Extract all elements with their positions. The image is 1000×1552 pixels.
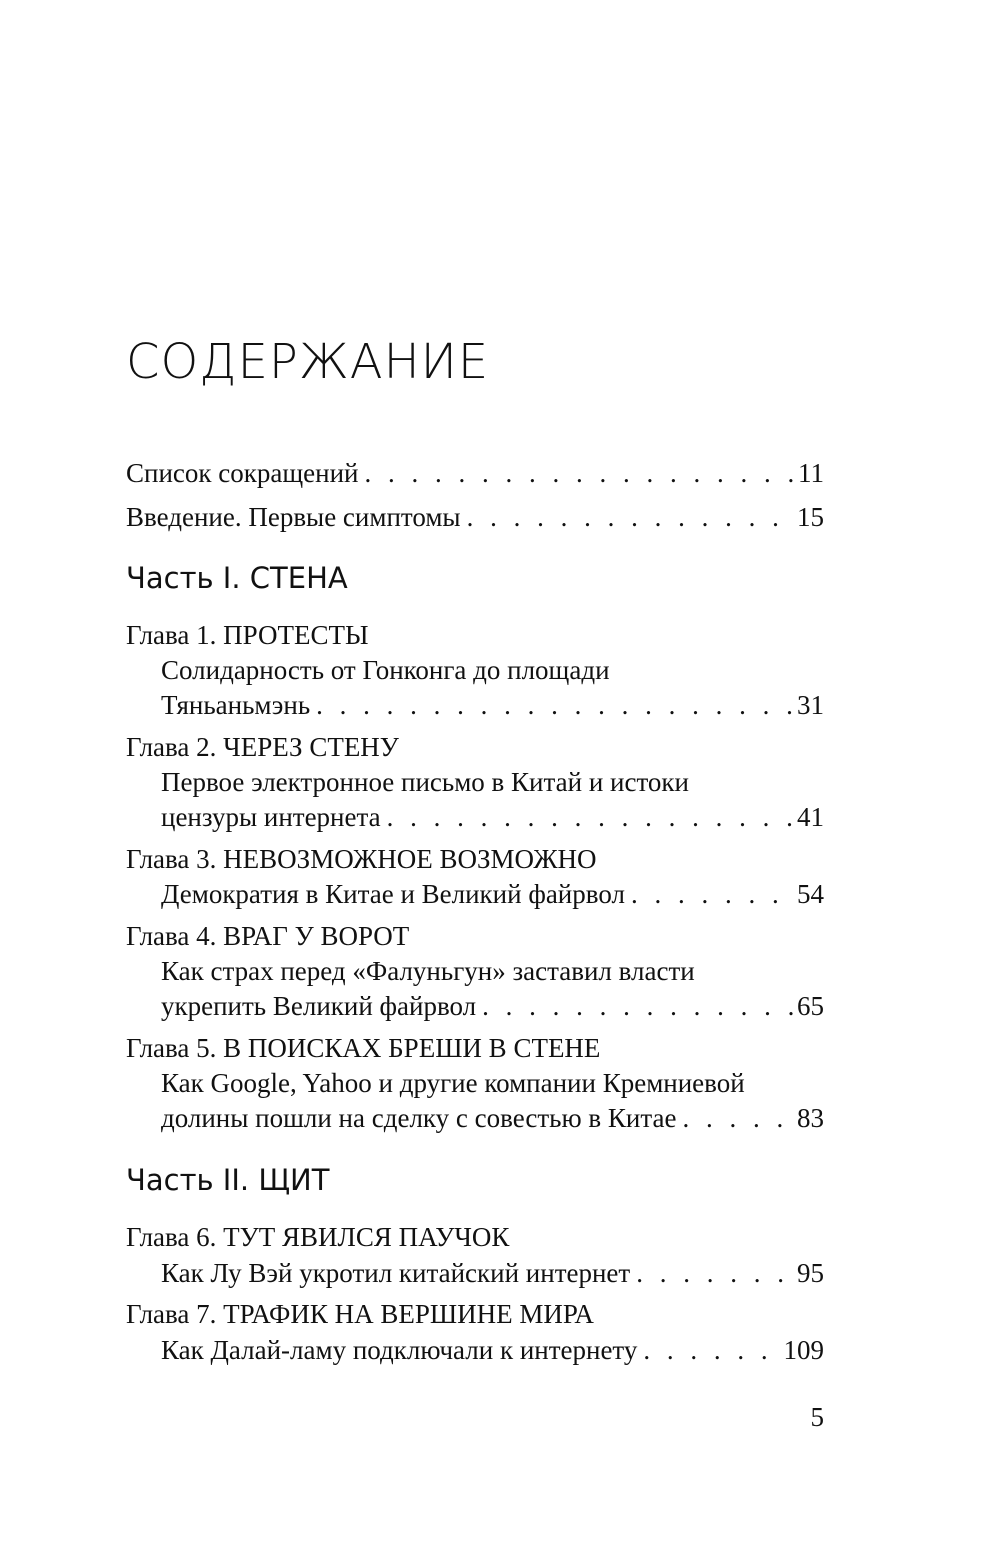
toc-entry-introduction[interactable] — [126, 504, 824, 531]
chapter-title-3[interactable]: Глава 3. НЕВОЗМОЖНОЕ ВОЗМОЖНО — [126, 844, 597, 874]
dot-leader — [387, 804, 793, 831]
page-number: 65 — [797, 991, 824, 1021]
toc-entry-chapter-3[interactable] — [161, 881, 824, 908]
page-number: 11 — [798, 458, 824, 488]
chapter-subtitle-line: Тяньаньмэнь — [161, 690, 311, 720]
page-number: 109 — [783, 1335, 824, 1365]
chapter-subtitle-line: Как Google, Yahoo и другие компании Кремниевой — [161, 1068, 745, 1098]
toc-entry-chapter-7[interactable] — [161, 1337, 824, 1364]
toc-entry-chapter-5[interactable] — [161, 1105, 824, 1132]
page-title: СОДЕРЖАНИЕ — [126, 334, 490, 390]
dot-leader — [482, 993, 793, 1020]
chapter-subtitle-line: Демократия в Китае и Великий файрвол — [161, 879, 625, 909]
toc-entry-abbreviations[interactable] — [126, 460, 824, 487]
chapter-subtitle-line: укрепить Великий файрвол — [161, 991, 477, 1021]
chapter-subtitle-line: Первое электронное письмо в Китай и истоки — [161, 767, 689, 797]
dot-leader — [682, 1105, 793, 1132]
chapter-title-6[interactable]: Глава 6. ТУТ ЯВИЛСЯ ПАУЧОК — [126, 1222, 510, 1252]
chapter-subtitle-line: Солидарность от Гонконга до площади — [161, 655, 610, 685]
toc-entry-chapter-6[interactable] — [161, 1260, 824, 1287]
dot-leader — [316, 692, 793, 719]
chapter-title-1[interactable]: Глава 1. ПРОТЕСТЫ — [126, 620, 369, 650]
page-number: 54 — [797, 879, 824, 909]
dot-leader — [643, 1337, 779, 1364]
dot-leader — [636, 1260, 793, 1287]
chapter-subtitle-line: цензуры интернета — [161, 802, 381, 832]
chapter-subtitle-line: Как Далай-ламу подключали к интернету — [161, 1335, 638, 1365]
toc-entry-chapter-2[interactable] — [161, 804, 824, 831]
page-number: 41 — [797, 802, 824, 832]
chapter-subtitle-line: Как страх перед «Фалуньгун» заставил власти — [161, 956, 695, 986]
dot-leader — [631, 881, 793, 908]
toc-entry-label: Список сокращений — [126, 458, 359, 488]
page-number: 83 — [797, 1103, 824, 1133]
dot-leader — [364, 460, 794, 487]
chapter-title-5[interactable]: Глава 5. В ПОИСКАХ БРЕШИ В СТЕНЕ — [126, 1033, 601, 1063]
chapter-subtitle-line: долины пошли на сделку с совестью в Китае — [161, 1103, 677, 1133]
page-number: 31 — [797, 690, 824, 720]
part-heading-1: Часть I. СТЕНА — [126, 561, 348, 595]
toc-entry-chapter-4[interactable] — [161, 993, 824, 1020]
chapter-title-7[interactable]: Глава 7. ТРАФИК НА ВЕРШИНЕ МИРА — [126, 1299, 594, 1329]
page-number: 95 — [797, 1258, 824, 1288]
part-heading-2: Часть II. ЩИТ — [126, 1163, 330, 1197]
toc-entry-label: Введение. Первые симптомы — [126, 502, 461, 532]
chapter-subtitle-line: Как Лу Вэй укротил китайский интернет — [161, 1258, 631, 1288]
folio-page-number: 5 — [810, 1402, 824, 1432]
dot-leader — [467, 504, 793, 531]
chapter-title-2[interactable]: Глава 2. ЧЕРЕЗ СТЕНУ — [126, 732, 399, 762]
toc-entry-chapter-1[interactable] — [161, 692, 824, 719]
chapter-title-4[interactable]: Глава 4. ВРАГ У ВОРОТ — [126, 921, 410, 951]
page-number: 15 — [797, 502, 824, 532]
